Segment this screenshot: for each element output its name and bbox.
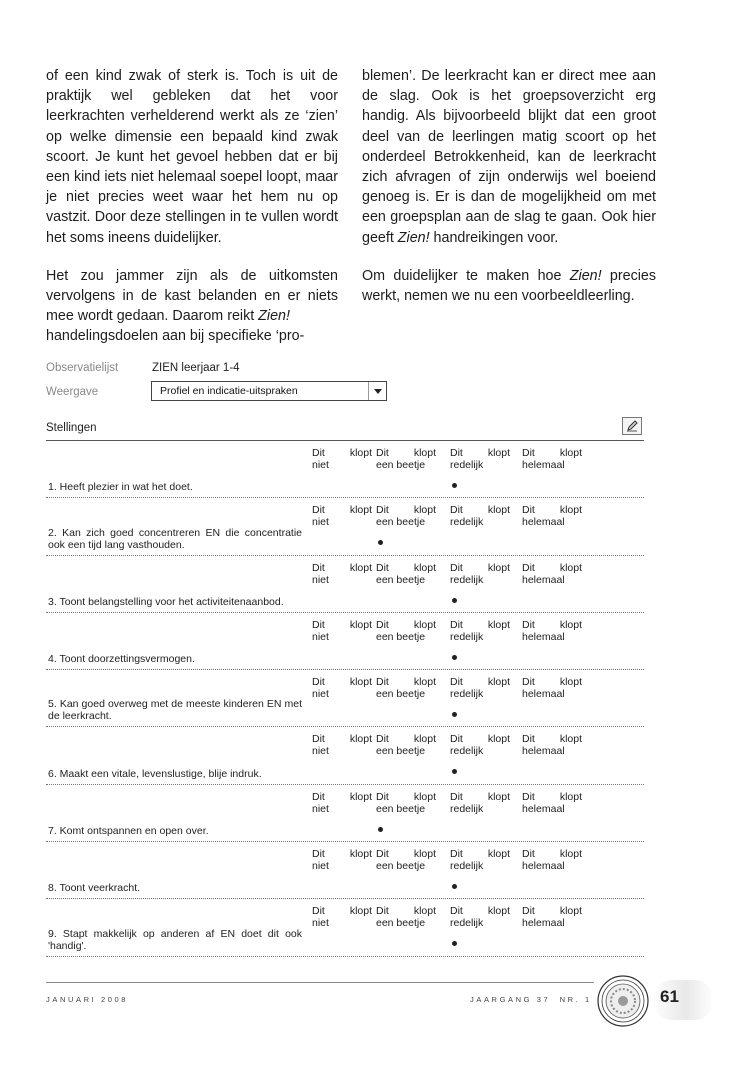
- rating-option[interactable]: [376, 848, 436, 872]
- statement-row: [46, 441, 644, 498]
- option-word: klopt: [349, 618, 372, 631]
- option-word: Dit: [312, 733, 325, 746]
- option-word: Dit: [312, 504, 325, 517]
- view-label: Weergave: [46, 386, 99, 398]
- option-level: niet: [312, 630, 329, 643]
- option-level: niet: [312, 917, 329, 930]
- option-level: een beetje: [376, 860, 426, 873]
- selected-rating-dot: [452, 655, 457, 660]
- option-word: Dit: [376, 676, 389, 689]
- option-level: een beetje: [376, 745, 426, 758]
- option-level: redelijk: [450, 459, 484, 471]
- option-word: klopt: [413, 848, 436, 861]
- option-word: klopt: [487, 733, 510, 746]
- option-level: een beetje: [376, 802, 426, 815]
- option-word: Dit: [522, 561, 535, 574]
- paragraph: Om duidelijker te maken hoe Zien! precies werkt, nemen we nu een voorbeeldleerling.: [362, 267, 657, 305]
- option-level: een beetje: [376, 688, 426, 701]
- option-word: Dit: [450, 676, 463, 689]
- option-level: niet: [312, 573, 329, 586]
- rating-option[interactable]: [450, 447, 510, 471]
- rating-option[interactable]: [376, 733, 436, 757]
- paragraph: blemen’. De leerkracht kan er direct mee aan de slag. Ook is het groepsoverzicht erg handig. Als bijvoorbeeld blijkt dat een groot deel van de leerlingen matig scoort op het onderdeel Betrokkenheid, kan de leerkracht zich afvragen of zijn onderwijs wel boeiend genoeg is. Er is dan de mogelijkheid om met een groepsplan aan de slag te gaan. Ook hier geeft Zien! handreikingen voor.: [362, 68, 656, 246]
- option-word: klopt: [349, 504, 372, 517]
- statement-row: [46, 670, 644, 727]
- rating-option[interactable]: [522, 619, 582, 643]
- option-word: klopt: [413, 618, 436, 631]
- option-word: klopt: [559, 905, 582, 918]
- option-word: Dit: [376, 733, 389, 746]
- footer-divider: [46, 982, 594, 983]
- option-word: Dit: [376, 561, 389, 574]
- option-level: redelijk: [450, 688, 484, 701]
- rating-option[interactable]: [312, 848, 372, 872]
- option-word: klopt: [487, 561, 510, 574]
- chevron-down-icon[interactable]: [368, 382, 386, 400]
- option-level: niet: [312, 459, 329, 471]
- option-level: een beetje: [376, 459, 426, 471]
- rating-option[interactable]: [522, 504, 582, 528]
- option-word: Dit: [450, 447, 463, 459]
- rating-option[interactable]: [376, 504, 436, 528]
- option-word: klopt: [559, 676, 582, 689]
- option-word: klopt: [487, 504, 510, 517]
- option-level: redelijk: [450, 516, 484, 529]
- rating-option[interactable]: [376, 562, 436, 586]
- rating-option[interactable]: [450, 676, 510, 700]
- option-level: niet: [312, 802, 329, 815]
- option-word: klopt: [487, 848, 510, 861]
- seal-icon: [596, 974, 650, 1028]
- option-word: klopt: [413, 561, 436, 574]
- option-word: Dit: [522, 447, 535, 459]
- option-word: Dit: [522, 504, 535, 517]
- option-level: helemaal: [522, 573, 565, 586]
- option-word: Dit: [522, 676, 535, 689]
- statement-text: 9. Stapt makkelijk op anderen af EN doet dit ook 'handig'.: [48, 927, 302, 952]
- rating-option[interactable]: [522, 562, 582, 586]
- option-word: klopt: [413, 676, 436, 689]
- statement-text: 7. Komt ontspannen en open over.: [48, 825, 209, 838]
- option-level: niet: [312, 860, 329, 873]
- rating-option[interactable]: [312, 562, 372, 586]
- rating-option[interactable]: [522, 676, 582, 700]
- option-word: Dit: [376, 790, 389, 803]
- option-word: klopt: [487, 905, 510, 918]
- option-word: Dit: [450, 905, 463, 918]
- statement-row: [46, 498, 644, 555]
- selected-rating-dot: [378, 540, 383, 545]
- rating-option[interactable]: [450, 562, 510, 586]
- option-word: Dit: [522, 618, 535, 631]
- option-word: Dit: [312, 848, 325, 861]
- option-word: klopt: [487, 676, 510, 689]
- option-word: Dit: [312, 676, 325, 689]
- article-column-right: [362, 66, 656, 324]
- option-level: redelijk: [450, 745, 484, 758]
- rating-option[interactable]: [376, 791, 436, 815]
- view-select[interactable]: [151, 381, 387, 401]
- option-word: Dit: [376, 504, 389, 517]
- statement-text: 6. Maakt een vitale, levenslustige, blije indruk.: [48, 767, 262, 780]
- option-word: Dit: [376, 618, 389, 631]
- statement-row: [46, 899, 644, 956]
- option-word: klopt: [349, 561, 372, 574]
- option-word: Dit: [450, 790, 463, 803]
- rating-option[interactable]: [376, 905, 436, 929]
- observation-list-label: Observatielijst: [46, 362, 119, 374]
- option-word: klopt: [487, 447, 510, 459]
- rating-option[interactable]: [376, 676, 436, 700]
- option-word: Dit: [312, 790, 325, 803]
- observation-list-row: [46, 362, 240, 374]
- rating-option[interactable]: [376, 619, 436, 643]
- rating-option[interactable]: [312, 504, 372, 528]
- footer-volume: JAARGANG 37 NR. 1: [470, 995, 592, 1004]
- option-word: klopt: [559, 447, 582, 459]
- option-level: helemaal: [522, 745, 565, 758]
- option-word: klopt: [349, 733, 372, 746]
- selected-rating-dot: [452, 884, 457, 889]
- option-word: Dit: [376, 848, 389, 861]
- view-select-value: Profiel en indicatie-uitspraken: [160, 385, 298, 397]
- option-level: niet: [312, 745, 329, 758]
- option-level: redelijk: [450, 573, 484, 586]
- statements-table: [46, 441, 644, 957]
- option-level: helemaal: [522, 459, 565, 471]
- view-row: [46, 386, 98, 398]
- rating-option[interactable]: [450, 905, 510, 929]
- option-word: Dit: [522, 905, 535, 918]
- option-level: een beetje: [376, 917, 426, 930]
- option-word: Dit: [376, 905, 389, 918]
- option-word: Dit: [450, 733, 463, 746]
- option-word: Dit: [522, 790, 535, 803]
- selected-rating-dot: [452, 598, 457, 603]
- option-level: helemaal: [522, 917, 565, 930]
- option-level: redelijk: [450, 802, 484, 815]
- statement-text: 8. Toont veerkracht.: [48, 882, 141, 895]
- rating-option[interactable]: [450, 504, 510, 528]
- rating-option[interactable]: [312, 905, 372, 929]
- rating-option[interactable]: [312, 676, 372, 700]
- option-word: klopt: [349, 447, 372, 459]
- rating-option[interactable]: [450, 848, 510, 872]
- option-word: klopt: [487, 790, 510, 803]
- statement-row: [46, 727, 644, 784]
- statement-row: [46, 556, 644, 613]
- article-column-left: [46, 66, 338, 365]
- option-word: klopt: [559, 733, 582, 746]
- footer-date: JANUARI 2008: [46, 995, 129, 1004]
- rating-option[interactable]: [312, 791, 372, 815]
- option-word: Dit: [450, 848, 463, 861]
- edit-button[interactable]: [622, 417, 642, 435]
- rating-option[interactable]: [312, 447, 372, 471]
- option-word: klopt: [413, 504, 436, 517]
- rating-option[interactable]: [522, 791, 582, 815]
- option-word: Dit: [312, 905, 325, 918]
- option-level: een beetje: [376, 516, 426, 529]
- option-word: Dit: [312, 561, 325, 574]
- option-word: Dit: [450, 504, 463, 517]
- statement-row: [46, 785, 644, 842]
- option-word: Dit: [312, 618, 325, 631]
- option-word: Dit: [450, 561, 463, 574]
- option-word: Dit: [376, 447, 389, 459]
- option-word: klopt: [559, 504, 582, 517]
- rating-option[interactable]: [376, 447, 436, 471]
- selected-rating-dot: [452, 483, 457, 488]
- option-level: helemaal: [522, 630, 565, 643]
- rating-option[interactable]: [522, 733, 582, 757]
- rating-option[interactable]: [522, 905, 582, 929]
- rating-option[interactable]: [522, 447, 582, 471]
- option-level: helemaal: [522, 802, 565, 815]
- paragraph: of een kind zwak of sterk is. Toch is uit de praktijk wel gebleken dat het voor leerkrachten verhelderend werkt als ze ‘zien’ op welke dimensie een bepaald kind zwak scoort. Je kunt het gevoel hebben dat er bij een kind iets niet helemaal soepel loopt, maar je niet precies weet waar het hem nu op vastzit. Door deze stellingen in te vullen wordt het soms ineens duidelijker.: [46, 68, 338, 246]
- option-word: klopt: [349, 676, 372, 689]
- statement-row: [46, 613, 644, 670]
- selected-rating-dot: [378, 827, 383, 832]
- option-level: een beetje: [376, 630, 426, 643]
- option-word: klopt: [413, 447, 436, 459]
- statement-text: 3. Toont belangstelling voor het activiteitenaanbod.: [48, 595, 284, 608]
- rating-option[interactable]: [312, 733, 372, 757]
- pencil-icon: [625, 419, 639, 433]
- observation-list-value: ZIEN leerjaar 1-4: [152, 362, 240, 374]
- selected-rating-dot: [452, 941, 457, 946]
- option-word: klopt: [487, 618, 510, 631]
- option-word: klopt: [559, 790, 582, 803]
- statement-text: 1. Heeft plezier in wat het doet.: [48, 481, 193, 494]
- option-level: helemaal: [522, 860, 565, 873]
- option-level: redelijk: [450, 630, 484, 643]
- option-level: helemaal: [522, 688, 565, 701]
- rating-option[interactable]: [522, 848, 582, 872]
- option-word: klopt: [349, 905, 372, 918]
- option-word: Dit: [522, 733, 535, 746]
- option-level: niet: [312, 688, 329, 701]
- option-word: Dit: [450, 618, 463, 631]
- statement-text: 5. Kan goed overweg met de meeste kinderen EN met de leerkracht.: [48, 698, 302, 723]
- option-word: klopt: [413, 733, 436, 746]
- rating-option[interactable]: [450, 733, 510, 757]
- option-level: niet: [312, 516, 329, 529]
- rating-option[interactable]: [450, 619, 510, 643]
- statement-row: [46, 842, 644, 899]
- option-word: klopt: [559, 848, 582, 861]
- option-level: redelijk: [450, 917, 484, 930]
- option-word: klopt: [413, 790, 436, 803]
- option-level: redelijk: [450, 860, 484, 873]
- rating-option[interactable]: [312, 619, 372, 643]
- page-number: 61: [660, 987, 679, 1006]
- option-word: klopt: [559, 618, 582, 631]
- rating-option[interactable]: [450, 791, 510, 815]
- option-word: klopt: [349, 790, 372, 803]
- paragraph: Het zou jammer zijn als de uitkomsten vervolgens in de kast belanden en er niets mee wordt gedaan. Daarom reikt Zien! handelingsdoelen aan bij specifieke ‘pro-: [46, 267, 338, 345]
- selected-rating-dot: [452, 769, 457, 774]
- option-word: Dit: [312, 447, 325, 459]
- option-word: klopt: [413, 905, 436, 918]
- selected-rating-dot: [452, 712, 457, 717]
- statement-text: 2. Kan zich goed concentreren EN die concentratie ook een tijd lang vasthouden.: [48, 526, 302, 551]
- option-word: klopt: [559, 561, 582, 574]
- option-word: klopt: [349, 848, 372, 861]
- option-level: helemaal: [522, 516, 565, 529]
- section-title: Stellingen: [46, 422, 97, 434]
- statement-text: 4. Toont doorzettingsvermogen.: [48, 653, 195, 666]
- option-word: Dit: [522, 848, 535, 861]
- option-level: een beetje: [376, 573, 426, 586]
